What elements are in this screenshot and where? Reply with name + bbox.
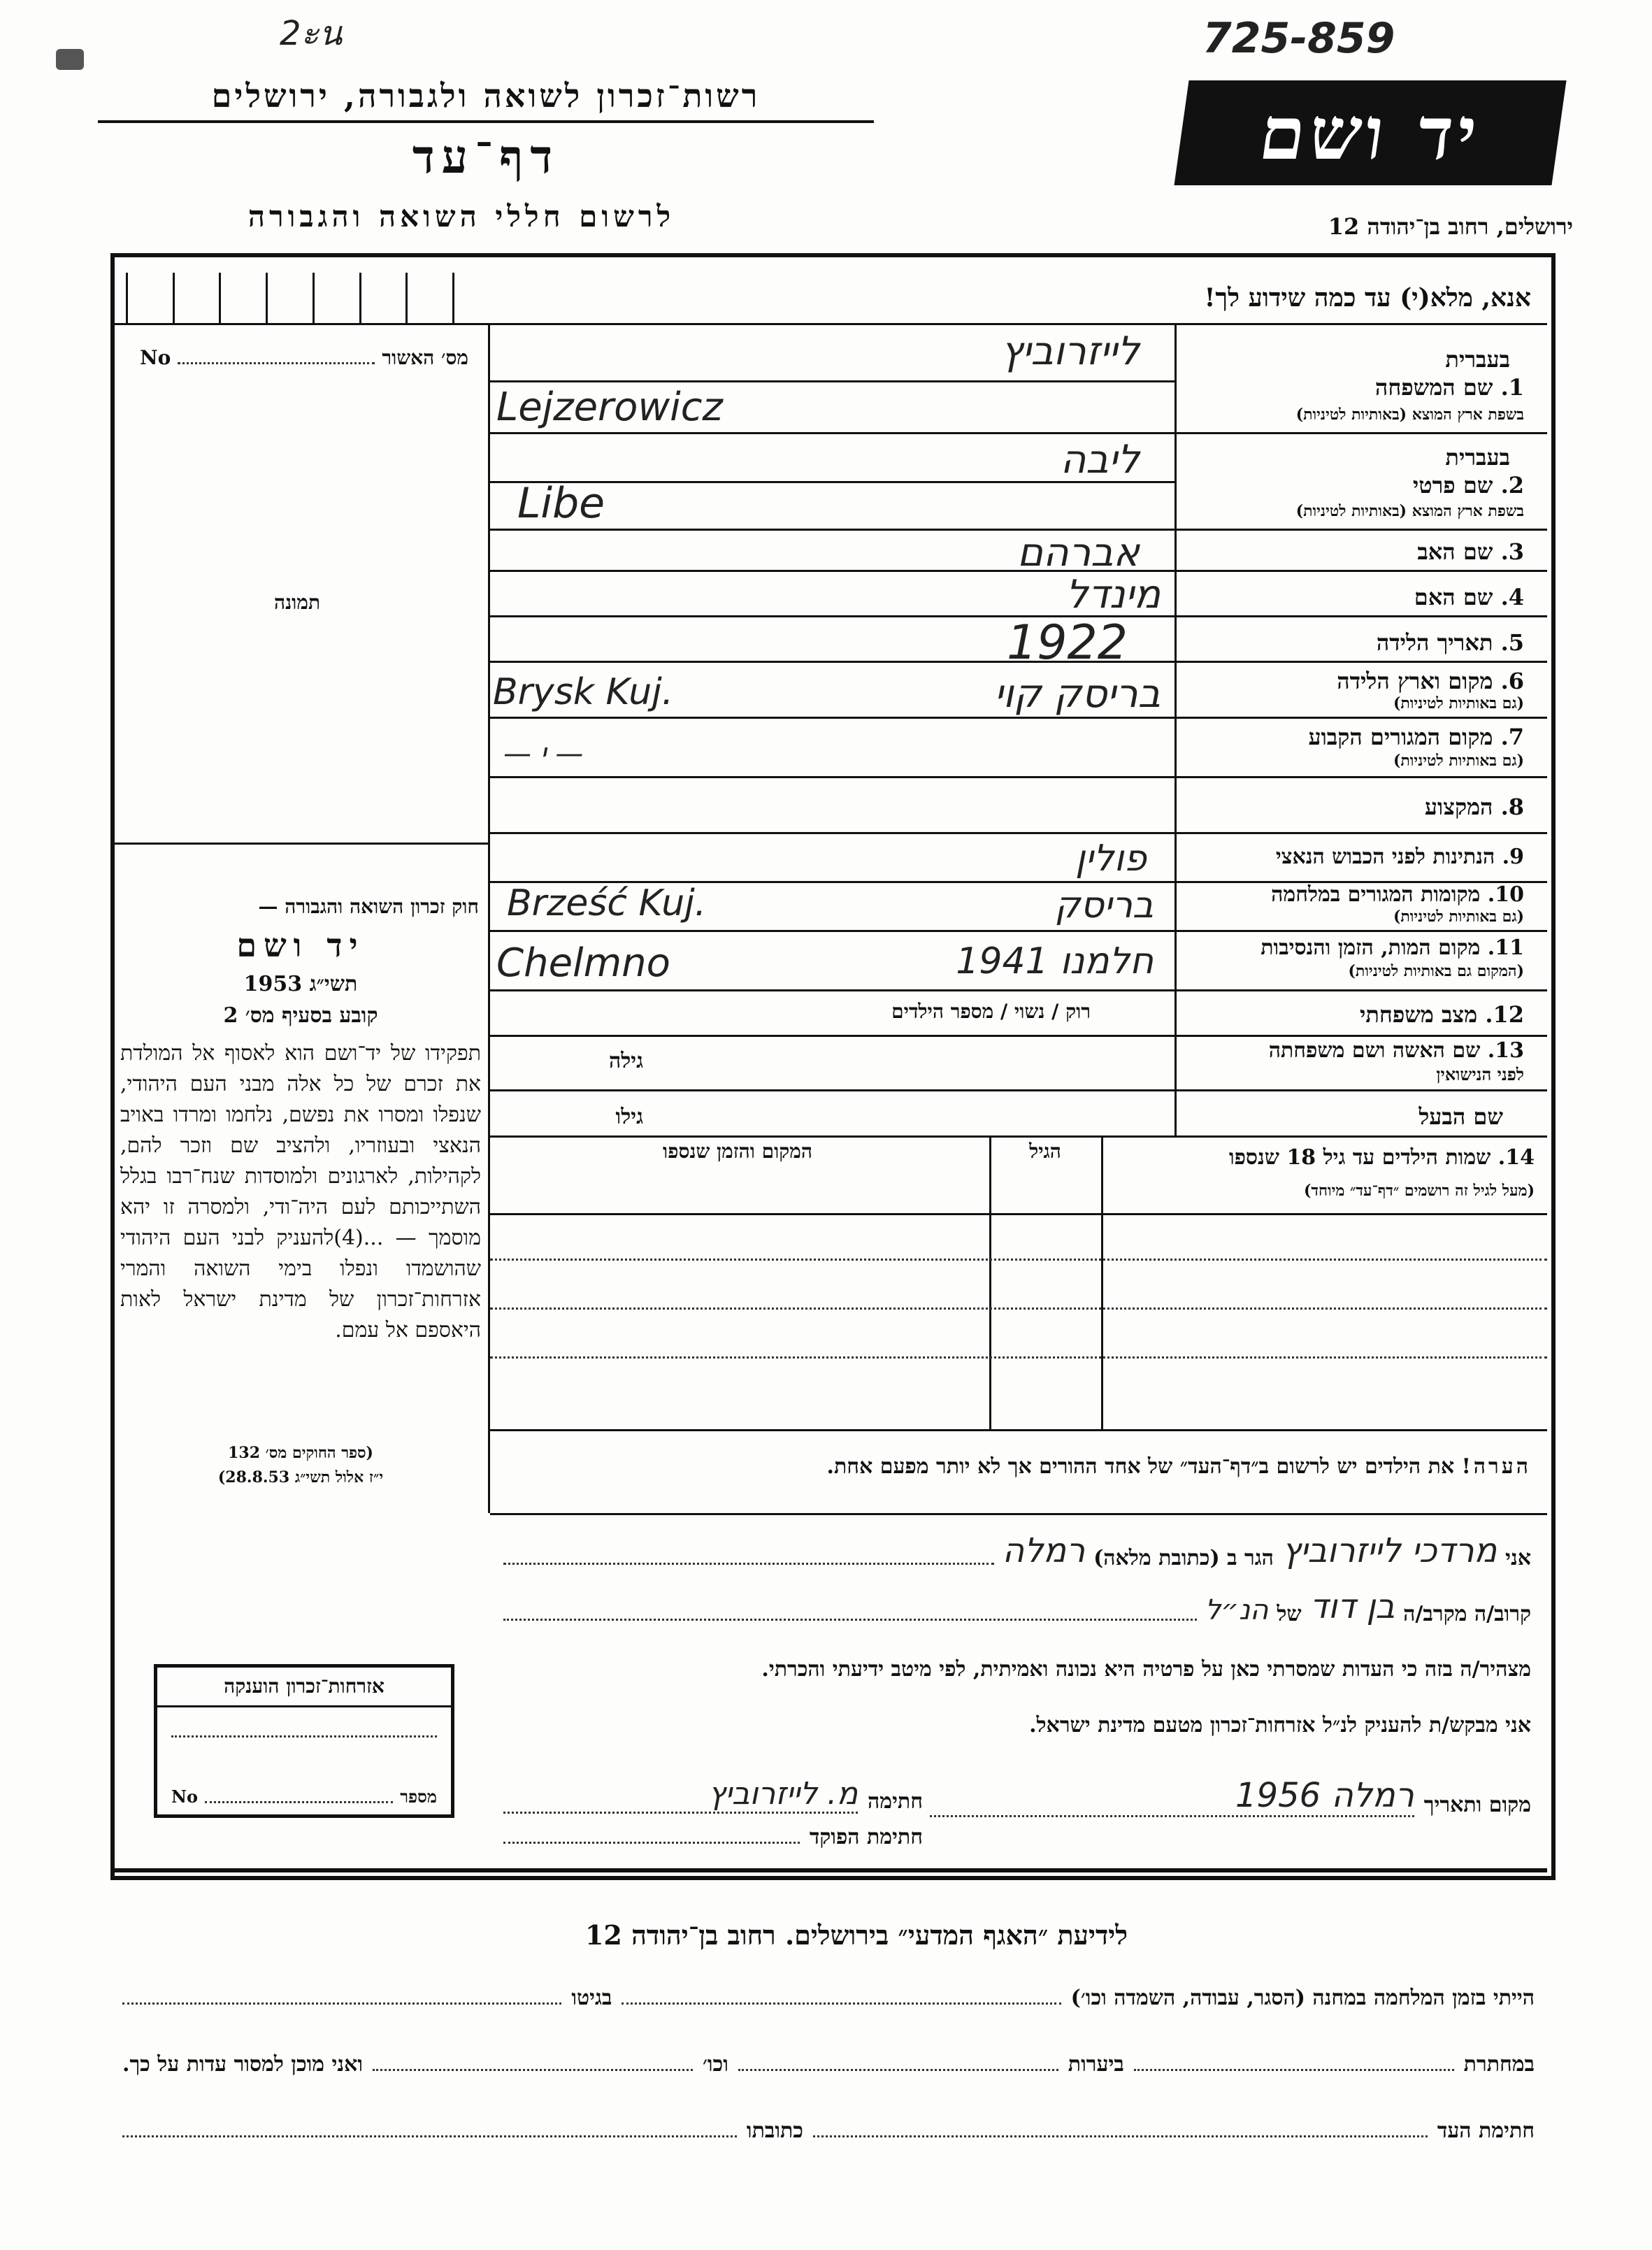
address: ירושלים, רחוב בן־יהודה 12	[1328, 213, 1573, 240]
field-10-value-latin: Brześć Kuj.	[507, 882, 707, 924]
signature-label: חתימה	[868, 1789, 923, 1814]
field-3-value: אברהם	[1017, 530, 1140, 575]
field-2-value-hebrew: ליבה	[1060, 437, 1140, 482]
note-bottom-rule	[490, 1513, 1547, 1515]
field-13-text: שם האשה ושם משפחתה	[1268, 1038, 1481, 1063]
field-5-value: 1922	[1007, 615, 1128, 671]
footer-row-1-dots-b	[122, 2002, 561, 2005]
field-10-number: 10.	[1487, 882, 1524, 907]
photo-placeholder-label: תמונה	[273, 591, 321, 614]
field-7-sub: (גם באותיות לטיניות)	[1393, 752, 1524, 770]
field-6-value-latin: Brysk Kuj.	[493, 671, 674, 713]
authority-line: רשות־זכרון לשואה ולגבורה, ירושלים	[211, 77, 761, 115]
corner-handwritten-note: 2ะน	[280, 14, 343, 53]
cert-dots	[178, 346, 375, 364]
law-reference-2: י״ז אלול תשי״ג 28.8.53)	[217, 1468, 384, 1486]
field-13-number: 13.	[1487, 1038, 1524, 1063]
footer-row-2-dots-c	[373, 2069, 693, 2071]
row-rule-10	[490, 930, 1547, 932]
field-7-number: 7.	[1500, 724, 1524, 750]
note-label: הערה!	[1461, 1454, 1531, 1479]
field-3-label	[1181, 538, 1524, 565]
field-1-number: 1.	[1500, 374, 1524, 401]
field-4-value: מינדל	[1065, 572, 1161, 617]
footer-row-2-dots-a	[1134, 2069, 1454, 2071]
row-rule-14	[490, 1135, 1547, 1138]
footer-row-1-b: בגיטו	[571, 1986, 612, 2010]
children-number: 14.	[1497, 1145, 1535, 1170]
field-9-value: פולין	[1075, 838, 1147, 880]
children-row-1	[490, 1259, 1547, 1261]
row-rule-11	[490, 989, 1547, 991]
footer-row-2-dots-b	[738, 2069, 1058, 2071]
certificate-number-label	[140, 346, 468, 370]
officer-signature-row	[503, 1825, 923, 1849]
field-6-label	[1181, 668, 1524, 694]
row-rule-7	[490, 776, 1547, 778]
footer-row-2-b: ביערות	[1068, 2052, 1124, 2077]
children-sub: (מעל לגיל זה רושמים ״דף־עד״ מיוחד)	[1303, 1182, 1535, 1200]
place-date-label: מקום ותאריך	[1423, 1793, 1531, 1817]
law-title: חוק זכרון השואה והגבורה —	[258, 895, 479, 918]
header-rule	[98, 120, 874, 123]
field-13-sub: לפני הנישואין	[1436, 1064, 1524, 1084]
husband-hint: גילו	[615, 1105, 643, 1129]
citizenship-box	[154, 1664, 454, 1818]
form-subtitle: לרשום חללי השואה והגבורה	[247, 199, 675, 234]
declaration-line-2	[503, 1587, 1531, 1626]
cert-label: מס׳ האשור	[382, 346, 468, 369]
footer-row-2-c: וכו׳	[702, 2052, 728, 2077]
field-1-text: שם המשפחה	[1374, 374, 1493, 401]
law-reference-1: (ספר החוקים מס׳ 132	[228, 1444, 373, 1462]
children-text: שמות הילדים עד גיל 18 שנספו	[1228, 1145, 1491, 1170]
note-text: את הילדים יש לרשום ב״דף־העד״ של אחד ההורים אך לא יותר מפעם אחת.	[826, 1454, 1455, 1479]
field-5-number: 5.	[1500, 629, 1524, 656]
field-1-lang: בעברית	[1445, 346, 1510, 373]
logo-text: יד ושם	[1254, 89, 1486, 176]
left-panel-divider	[488, 323, 490, 1513]
declaration-line-1	[503, 1531, 1531, 1570]
citizenship-box-no: No	[171, 1786, 198, 1807]
field-12-text: מצב משפחתי	[1360, 1001, 1478, 1028]
archive-number: 725-859	[1202, 14, 1395, 63]
labels-divider	[1175, 323, 1177, 1135]
field-2-sub: בשפת ארץ המוצא (באותיות לטיניות)	[1295, 502, 1524, 520]
field-13-hint: גילה	[608, 1049, 643, 1073]
law-text: תפקידו של יד־ושם הוא לאסוף אל המולדת את זכרם של כל אלה מבני העם היהודי, שנפלו ומסרו את נפשם, נלחמו ומרדו באויב הנאצי ובעוזריו, ולהציב שם וזכר להם, לקהילות, לארגונים ולמוסדות שנח־רבו בגלל השתייכותם לעם היה־ודי, ולמסרה זו יהא מוסמך — ...(4)להעניק לבני העם היהודי שהושמדו ונפלו בימי השואה והמרי אזרחות־זכרון של מדינת ישראל לאות היאספם אל עמם.	[120, 1041, 481, 1342]
field-1-value-hebrew: לייזרוביץ	[1000, 329, 1140, 374]
footer-separator	[115, 1868, 1547, 1872]
note	[503, 1454, 1531, 1479]
cert-no: No	[140, 346, 171, 369]
field-4-number: 4.	[1500, 584, 1524, 610]
field-7-label	[1181, 724, 1524, 750]
law-clause: קובע בסעיף מס׳ 2	[223, 1003, 378, 1028]
yad-vashem-logo	[1174, 80, 1566, 185]
footer-row-1-a: הייתי בזמן המלחמה במחנה (הסגר, עבודה, השמדה וכו׳)	[1070, 1986, 1535, 2010]
field-12-number: 12.	[1485, 1001, 1524, 1028]
officer-label: חתימת הפוקד	[809, 1825, 923, 1849]
field-2-lang: בעברית	[1445, 444, 1510, 471]
field-9-label	[1181, 845, 1524, 869]
top-strip-rule	[115, 323, 1547, 325]
footer-row-3-dots-a	[813, 2135, 1428, 2137]
row-rule-12	[490, 1035, 1547, 1037]
field-4-text: שם האם	[1414, 584, 1493, 610]
field-9-number: 9.	[1502, 845, 1524, 869]
citizenship-box-number: מספר	[400, 1786, 437, 1807]
row-rule-13	[490, 1089, 1547, 1091]
children-row-2	[490, 1307, 1547, 1310]
field-11-label	[1181, 936, 1524, 960]
field-6-text: מקום וארץ הלידה	[1337, 668, 1493, 694]
field-11-number: 11.	[1487, 936, 1524, 960]
decl-2-extra: הנ״ל	[1205, 1594, 1269, 1626]
field-8-label	[1181, 794, 1524, 820]
field-10-text: מקומות המגורים במלחמה	[1271, 882, 1481, 907]
citizenship-box-dots	[205, 1786, 393, 1803]
footer-row-1	[122, 1986, 1535, 2010]
field-5-label	[1181, 629, 1524, 656]
declaration-line-3: מצהיר/ה בזה כי העדות שמסרתי כאן על פרטיה היא נכונה ואמיתית, לפי מיטב ידיעתי והכרתי.	[761, 1657, 1531, 1682]
field-10-label	[1181, 882, 1524, 907]
husband-name-label: שם הבעל	[1418, 1103, 1503, 1130]
footer-row-3-a: חתימת העד	[1437, 2119, 1535, 2143]
row-rule-8	[490, 832, 1547, 834]
field-11-value-hebrew: חלמנו 1941	[956, 940, 1154, 982]
row-rule-6	[490, 717, 1547, 719]
field-6-number: 6.	[1500, 668, 1524, 694]
decl-1-name: מרדכי לייזרוביץ	[1281, 1531, 1497, 1570]
field-8-text: המקצוע	[1424, 794, 1493, 820]
signature-row	[503, 1776, 923, 1814]
scan-speck	[56, 49, 84, 70]
field-1-value-latin: Lejzerowicz	[496, 385, 723, 430]
footer-row-2	[122, 2052, 1535, 2077]
field-12-label	[1181, 1001, 1524, 1028]
children-row-3	[490, 1356, 1547, 1359]
citizenship-box-title: אזרחות־זכרון הוענקה	[157, 1668, 451, 1707]
field-4-label	[1181, 584, 1524, 610]
field-5-text: תאריך הלידה	[1376, 629, 1493, 656]
code-boxes	[126, 273, 454, 323]
field-1-sub: בשפת ארץ המוצא (באותיות לטיניות)	[1295, 406, 1524, 424]
law-name: יד ושם	[236, 926, 365, 964]
citizenship-box-number-row	[171, 1786, 437, 1807]
field-3-number: 3.	[1500, 538, 1524, 565]
field-10-sub: (גם באותיות לטיניות)	[1393, 908, 1524, 926]
field-12-hint: רוק / נשוי / מספר הילדים	[891, 1000, 1091, 1023]
children-age-header: הגיל	[1029, 1140, 1061, 1163]
decl-2-prefix: קרוב/ה מקרב/ה	[1403, 1602, 1531, 1626]
row-rule-1a	[490, 380, 1175, 382]
row-rule-1b	[490, 432, 1547, 434]
field-11-text: מקום המות, הזמן והנסיבות	[1260, 936, 1481, 960]
footer-row-1-dots-a	[622, 2002, 1061, 2005]
citizenship-box-line	[171, 1735, 437, 1737]
children-age-col-left	[989, 1135, 991, 1429]
field-1-label	[1181, 374, 1524, 401]
footer-row-2-d: ואני מוכן למסור עדות על כך.	[122, 2052, 364, 2077]
form-title: דף־עד	[412, 129, 560, 184]
officer-dots	[503, 1842, 800, 1844]
field-11-value-latin: Chelmno	[496, 940, 670, 986]
children-header-rule	[490, 1213, 1547, 1215]
field-2-text: שם פרטי	[1412, 472, 1493, 499]
decl-2-dots	[503, 1619, 1197, 1621]
field-8-number: 8.	[1500, 794, 1524, 820]
decl-1-address: רמלה	[1002, 1531, 1086, 1570]
footer-row-3-b: כתובתו	[746, 2119, 803, 2143]
children-age-col-right	[1101, 1135, 1103, 1429]
field-10-value-hebrew: בריסק	[1054, 884, 1154, 926]
signature-value: מ. לייזרוביץ	[503, 1776, 858, 1814]
footer-row-2-a: במחתרת	[1463, 2052, 1535, 2077]
field-13-label	[1181, 1038, 1524, 1063]
children-label	[1108, 1145, 1535, 1170]
field-2-number: 2.	[1500, 472, 1524, 499]
footer-row-3-dots-b	[122, 2135, 737, 2137]
field-7-value: — י —	[503, 738, 584, 770]
decl-1-prefix: אני	[1505, 1546, 1531, 1570]
decl-1-dots	[503, 1563, 994, 1565]
field-11-sub: (המקום גם באותיות לטיניות)	[1348, 962, 1524, 980]
children-place-header: המקום והזמן שנספו	[663, 1140, 812, 1163]
photo-area-bottom-rule	[115, 843, 488, 845]
law-year: תשי״ג 1953	[243, 972, 358, 996]
place-date-row	[930, 1776, 1531, 1817]
footer-title: לידיעת ״האגף המדעי״ בירושלים. רחוב בן־יהודה 12	[584, 1919, 1128, 1951]
field-2-label	[1181, 472, 1524, 499]
declaration-line-4: אני מבקש/ת להעניק לנ״ל אזרחות־זכרון מטעם מדינת ישראל.	[1029, 1713, 1531, 1737]
decl-2-of: של	[1277, 1602, 1302, 1626]
field-7-text: מקום המגורים הקבוע	[1308, 724, 1493, 750]
footer-row-3	[122, 2119, 1535, 2143]
place-date-value: רמלה 1956	[930, 1776, 1414, 1817]
field-9-text: הנתינות לפני הכבוש הנאצי	[1275, 845, 1495, 869]
decl-2-relation: בן דוד	[1309, 1587, 1395, 1626]
field-3-text: שם האב	[1417, 538, 1493, 565]
field-6-value-hebrew: בריסק קוי	[994, 671, 1161, 717]
children-bottom-rule	[490, 1429, 1547, 1431]
field-6-sub: (גם באותיות לטיניות)	[1393, 694, 1524, 712]
decl-1-mid: הגר ב (כתובת מלאה)	[1093, 1546, 1274, 1570]
intro-text: אנא, מלא(י) עד כמה שידוע לך!	[1204, 283, 1531, 313]
field-2-value-latin: Libe	[517, 479, 605, 528]
